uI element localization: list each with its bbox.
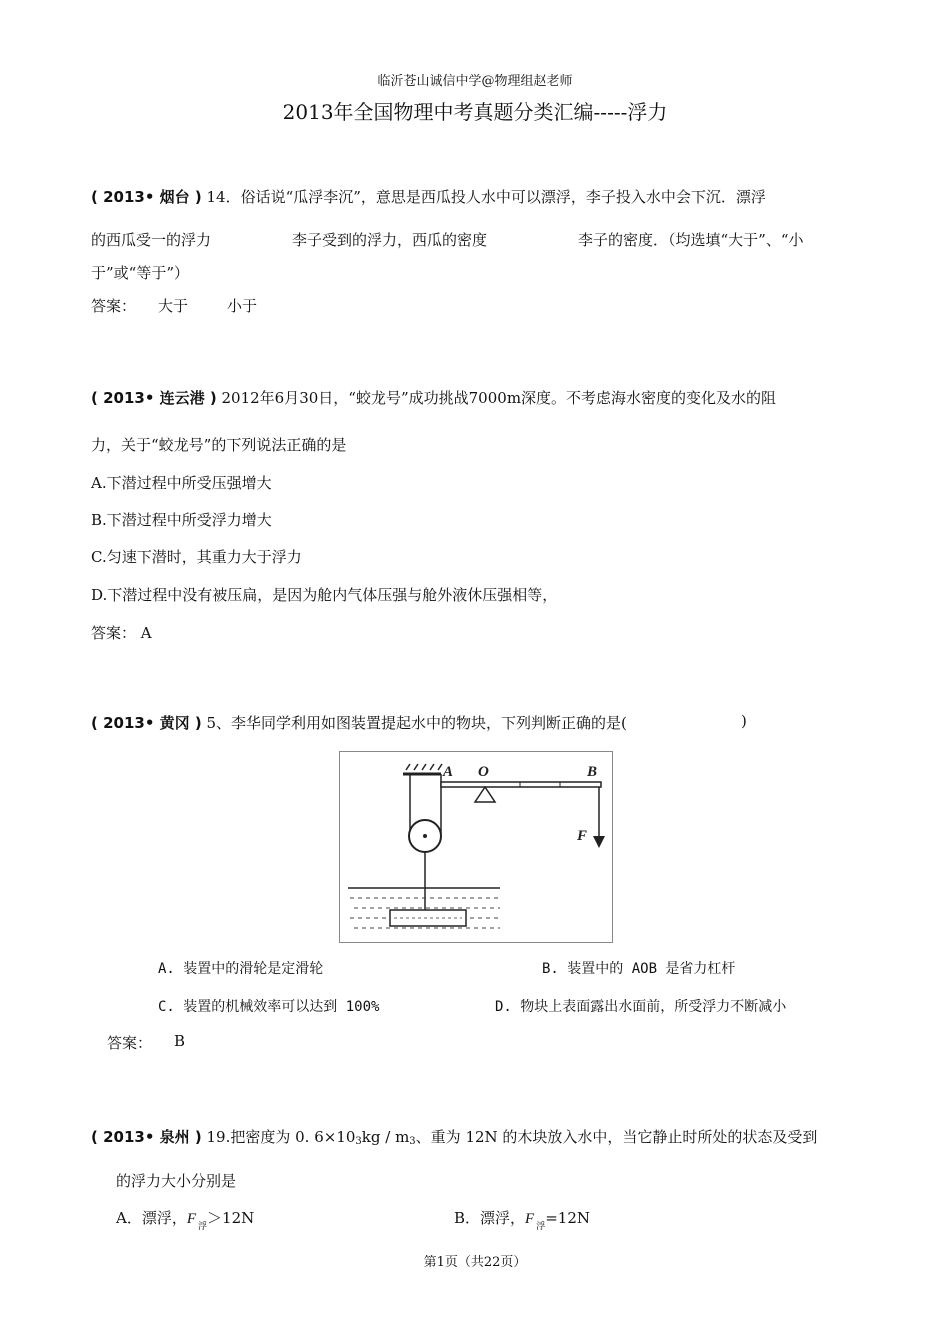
q4-source: ( 2013• 泉州 ) [91,1128,202,1146]
q4-option-a-f: F [186,1211,197,1227]
figure-label-b: B [587,764,598,780]
q2-line2: 力，关于“蛟龙号”的下列说法正确的是 [91,436,347,454]
q4-option-a-sub: 浮 [198,1222,208,1232]
q4-line1 [91,1126,817,1147]
q1-text1: 14．俗话说“瓜浮李沉”，意思是西瓜投人水中可以漂浮，李子投入水中会下沉．漂浮 [206,188,766,206]
q4-option-a [116,1207,254,1232]
page-footer: 第1页（共22页） [423,1255,527,1270]
q4-text1a: 19.把密度为 0. 6×10 [206,1128,356,1146]
q2-text1: 2012年6月30日，“蛟龙号”成功挑战7000m深度。不考虑海水密度的变化及水的阻 [221,389,777,407]
q4-option-b [454,1207,590,1232]
q3-line1-end: ) [741,712,747,730]
q3-line1 [91,712,627,733]
q2-option-d: D.下潜过程中没有被压扁，是因为舱内气体压强与舱外液休压强相等， [91,586,558,604]
q2-line1 [91,387,776,408]
q2-option-b: B.下潜过程中所受浮力增大 [91,511,272,529]
q3-option-a: A. 装置中的滑轮是定滑轮 [158,961,324,977]
q4-option-b-sub: 浮 [536,1222,546,1232]
q1-source: ( 2013• 烟台 ) [91,188,202,206]
q2-answer: 答案： A [91,624,152,642]
q4-text1c: 、重为 12N 的木块放入水中，当它静止时所处的状态及受到 [415,1128,818,1146]
q3-option-b: B. 装置中的 AOB 是省力杠杆 [542,961,736,977]
q4-option-b-text: B．漂浮， [454,1209,526,1227]
q3-answer: B [174,1032,186,1050]
q1-line3: 于”或“等于”） [91,264,190,282]
q4-option-a-text: A．漂浮， [116,1209,187,1227]
q1-answer1: 大于 [158,297,189,315]
q1-line2b: 李子受到的浮力，西瓜的密度 [292,231,488,249]
q4-exp2: 3 [409,1136,416,1147]
q2-option-a: A.下潜过程中所受压强增大 [91,474,272,492]
q3-answer-label: 答案： [107,1034,153,1052]
figure-label-a: A [443,764,454,780]
q4-exp1: 3 [355,1136,362,1147]
q1-answer-label: 答案： [91,297,137,315]
page-header: 临沂苍山诚信中学@物理组赵老师 [377,74,573,89]
q4-text1b: kg / m [361,1128,410,1146]
q3-option-c: C. 装置的机械效率可以达到 100% [158,999,380,1015]
figure-label-f: F [577,828,588,844]
q2-source: ( 2013• 连云港 ) [91,389,217,407]
figure-label-o: O [478,764,489,780]
q4-option-a-value: ＞12N [207,1209,255,1227]
page-title: 2013年全国物理中考真题分类汇编-----浮力 [282,100,668,124]
q4-option-b-value: =12N [545,1209,590,1227]
q4-line2: 的浮力大小分别是 [116,1172,237,1190]
pulley-lever-diagram [340,752,612,942]
q1-line1 [91,186,766,207]
q1-line2c: 李子的密度．（均选填“大于”、“小 [578,231,804,249]
q3-text1: 5、李华同学利用如图装置提起水中的物块，下列判断正确的是( [206,714,627,732]
q2-option-c: C.匀速下潜时，其重力大于浮力 [91,548,302,566]
q1-answer2: 小于 [227,297,258,315]
q3-option-d: D. 物块上表面露出水面前，所受浮力不断减小 [495,999,787,1015]
pulley-lever-figure [339,751,613,943]
q3-source: ( 2013• 黄冈 ) [91,714,202,732]
q4-option-b-f: F [525,1211,535,1227]
q1-line2a: 的西瓜受一的浮力 [91,231,212,249]
